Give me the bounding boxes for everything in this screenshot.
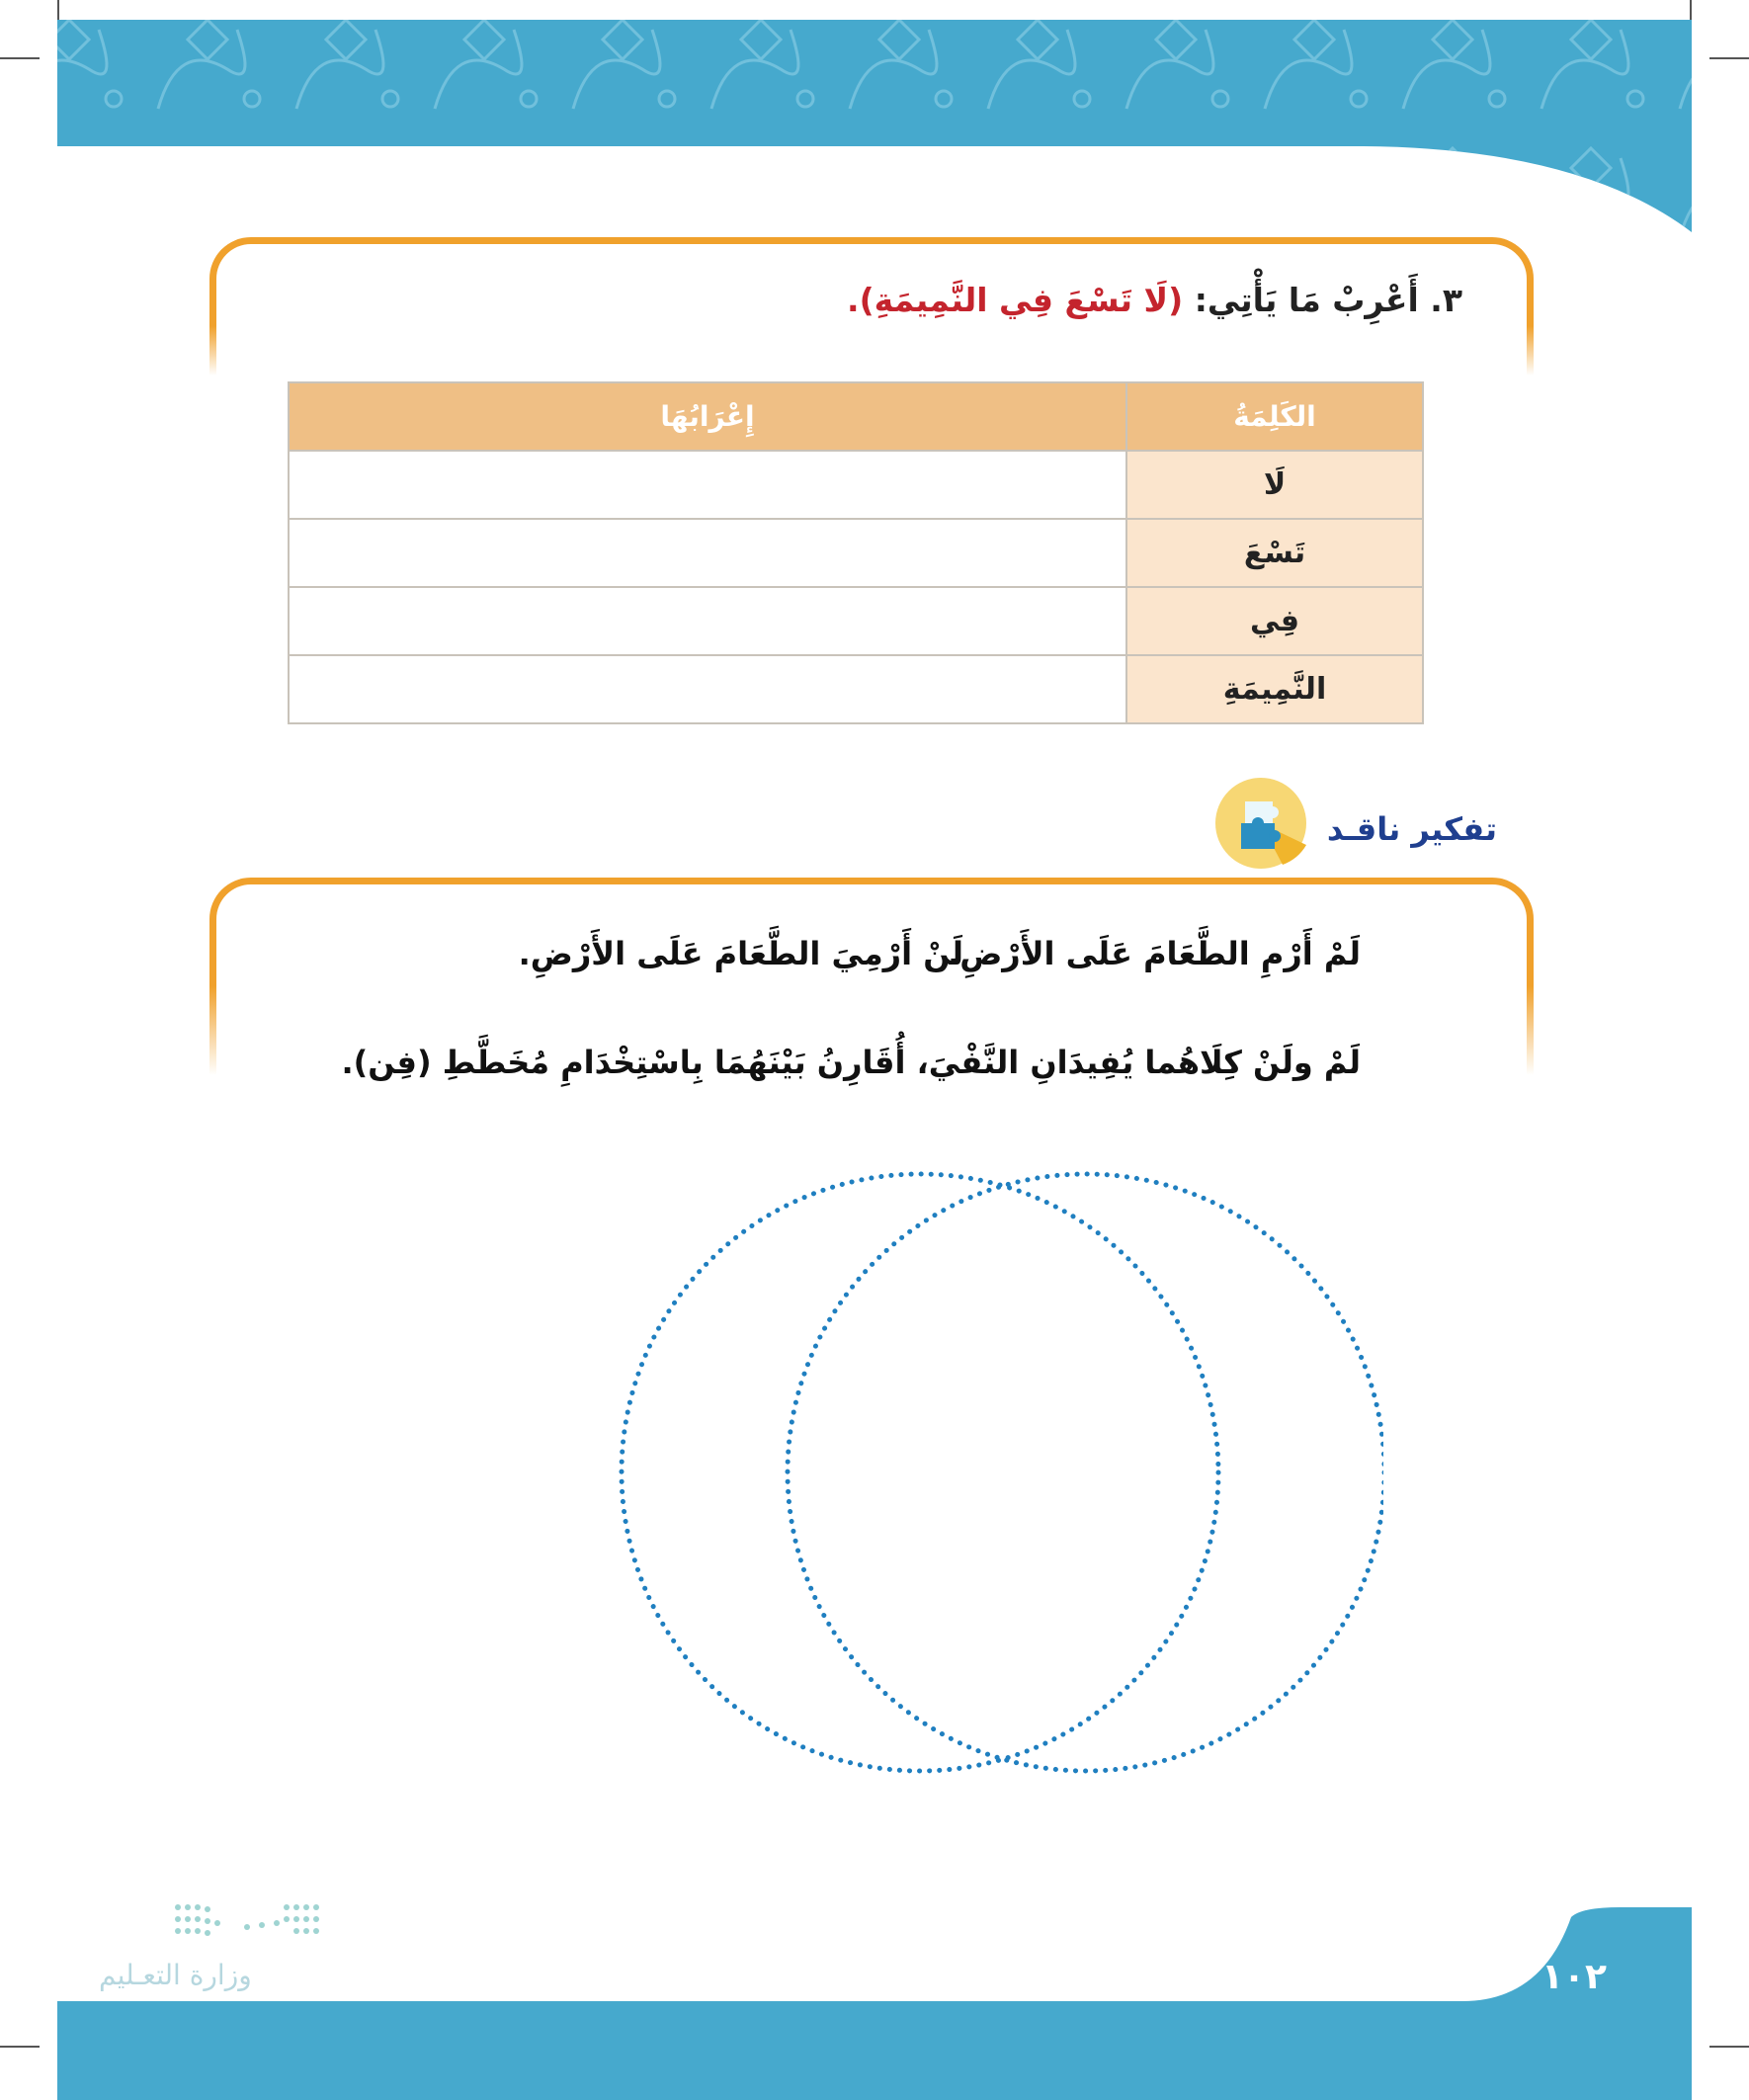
frame-fade	[209, 326, 216, 376]
table-row	[289, 519, 1423, 587]
column-header-word: الكَلِمَةُ	[1126, 382, 1423, 451]
ministry-logo-icon	[168, 1897, 326, 1947]
example-sentence-lan: لَنْ أَرْمِيَ الطَّعَامَ عَلَى الأَرْضِ.	[518, 935, 963, 972]
irab-answer-cell[interactable]	[289, 655, 1126, 723]
question-quote: (لَا تَسْعَ فِي النَّمِيمَةِ).	[847, 281, 1184, 319]
word-cell: تَسْعَ	[1126, 519, 1423, 587]
puzzle-head-icon	[1213, 776, 1308, 871]
frame-fade	[1527, 326, 1534, 376]
venn-circle-right[interactable]	[788, 1174, 1383, 1771]
irab-answer-cell[interactable]	[289, 519, 1126, 587]
column-header-irab: إِعْرَابُهَا	[289, 382, 1126, 451]
example-sentence-lam: لَمْ أَرْمِ الطَّعَامَ عَلَى الأَرْضِ.	[948, 935, 1361, 972]
page-number: ١٠٢	[1541, 1957, 1607, 1997]
ministry-logo-text: وزارة التعـليم	[99, 1959, 252, 1991]
table-row	[289, 655, 1423, 723]
frame-fade	[209, 986, 216, 1075]
frame-fade	[1527, 986, 1534, 1075]
question-instruction: أَعْرِبْ مَا يَأْتِي:	[1194, 281, 1419, 319]
word-cell: لَا	[1126, 451, 1423, 519]
word-cell: فِي	[1126, 587, 1423, 655]
table-row	[289, 587, 1423, 655]
venn-diagram	[464, 1166, 1383, 1779]
question-number: ٣.	[1430, 281, 1462, 319]
table-row	[289, 451, 1423, 519]
comparison-instruction: لَمْ ولَنْ كِلَاهُما يُفِيدَانِ النَّفْيَ، أُقَارِنُ بَيْنَهُمَا بِاسْتِخْدَامِ مُخَطَّطِ (فِن).	[341, 1044, 1361, 1081]
critical-thinking-title: تفكير ناقـد	[1326, 810, 1497, 848]
word-cell: النَّمِيمَةِ	[1126, 655, 1423, 723]
venn-circle-left[interactable]	[622, 1174, 1218, 1771]
header-band	[0, 0, 1749, 237]
irab-answer-cell[interactable]	[289, 451, 1126, 519]
question-title	[847, 281, 1462, 319]
irab-answer-cell[interactable]	[289, 587, 1126, 655]
table-header-row	[289, 382, 1423, 451]
irab-table	[288, 381, 1424, 724]
